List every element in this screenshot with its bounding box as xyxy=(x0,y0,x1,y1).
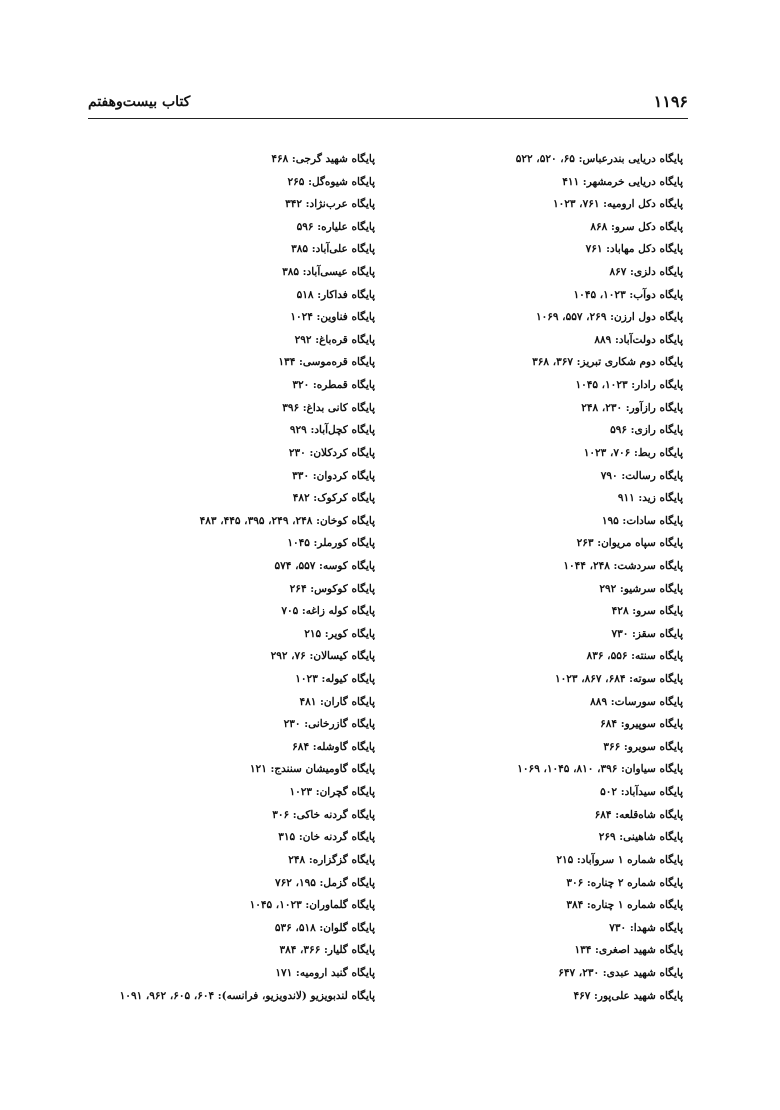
index-entry: پایگاه گلوان: ۵۱۸، ۵۳۶ xyxy=(274,921,375,934)
index-entry: پایگاه ربط: ۷۰۶، ۱۰۲۳ xyxy=(583,446,683,459)
index-entry: پایگاه رازآور: ۲۳۰، ۲۴۸ xyxy=(581,401,683,414)
index-entry: پایگاه علیاره: ۵۹۶ xyxy=(296,220,375,233)
index-entry: پایگاه دوآب: ۱۰۲۳، ۱۰۴۵ xyxy=(573,288,683,301)
index-entry: پایگاه شهدا: ۷۳۰ xyxy=(609,921,683,934)
index-entry: پایگاه علی‌آباد: ۳۸۵ xyxy=(291,243,375,256)
index-entry: پایگاه گزگزاره: ۲۴۸ xyxy=(288,853,375,866)
index-entry: پایگاه گاومیشان سنندج: ۱۲۱ xyxy=(249,763,375,776)
index-entry: پایگاه عیسی‌آباد: ۳۸۵ xyxy=(282,266,375,279)
index-entry: پایگاه شماره ۲ چناره: ۳۰۶ xyxy=(566,876,683,889)
index-entry: پایگاه کچل‌آباد: ۹۲۹ xyxy=(289,424,375,437)
index-column-right xyxy=(418,148,683,1007)
index-entry: پایگاه دکل ارومیه: ۷۶۱، ۱۰۲۳ xyxy=(552,198,683,211)
index-entry: پایگاه سادات: ۱۹۵ xyxy=(601,514,683,527)
index-entry: پایگاه کویر: ۲۱۵ xyxy=(304,627,375,640)
index-entry: پایگاه کانی بداغ: ۳۹۶ xyxy=(282,401,375,414)
index-entry: پایگاه دکل مهاباد: ۷۶۱ xyxy=(585,243,683,256)
index-entry: پایگاه گچران: ۱۰۲۳ xyxy=(289,786,375,799)
index-entry: پایگاه سوپیرو: ۶۸۴ xyxy=(600,718,683,731)
index-entry: پایگاه سپاه مریوان: ۲۶۳ xyxy=(576,537,683,550)
index-entry: پایگاه گازرخانی: ۲۳۰ xyxy=(283,718,375,731)
index-entry: پایگاه رادار: ۱۰۲۳، ۱۰۴۵ xyxy=(575,379,683,392)
index-entry: پایگاه شماره ۱ چناره: ۳۸۴ xyxy=(566,899,683,912)
index-entry: پایگاه کردکلان: ۲۳۰ xyxy=(288,446,375,459)
index-entry: پایگاه کوخان: ۲۴۸، ۲۴۹، ۳۹۵، ۴۴۵، ۴۸۳ xyxy=(199,514,375,527)
index-entry: پایگاه کورملر: ۱۰۴۵ xyxy=(287,537,375,550)
index-entry: پایگاه سویرو: ۳۶۶ xyxy=(603,740,683,753)
index-entry: پایگاه سیدآباد: ۵۰۲ xyxy=(600,786,683,799)
index-entry: پایگاه دریایی خرمشهر: ۴۱۱ xyxy=(562,175,683,188)
index-entry: پایگاه سرو: ۴۲۸ xyxy=(611,605,683,618)
index-entry: پایگاه شهید اصغری: ۱۳۴ xyxy=(574,944,683,957)
index-entry: پایگاه گزمل: ۱۹۵، ۷۶۲ xyxy=(275,876,375,889)
book-title: کتاب بیست‌وهفتم xyxy=(88,94,191,110)
index-entry: پایگاه سنته: ۵۵۶، ۸۳۶ xyxy=(586,650,683,663)
index-entry: پایگاه کرکوک: ۴۸۲ xyxy=(292,492,375,505)
index-entry: پایگاه شهید گرجی: ۴۶۸ xyxy=(271,153,375,165)
index-entry: پایگاه قمطره: ۳۲۰ xyxy=(292,379,375,392)
index-entry: پایگاه زید: ۹۱۱ xyxy=(617,492,683,505)
index-entry: پایگاه کیوله: ۱۰۲۳ xyxy=(295,673,375,686)
index-entry: پایگاه گردنه خاکی: ۳۰۶ xyxy=(272,808,375,821)
index-entry: پایگاه کیسالان: ۷۶، ۲۹۲ xyxy=(270,650,375,663)
index-entry: پایگاه شهید عبدی: ۲۳۰، ۶۴۷ xyxy=(558,966,683,979)
index-entry: پایگاه گاوشله: ۶۸۴ xyxy=(292,740,375,753)
index-entry: پایگاه گاران: ۴۸۱ xyxy=(299,695,375,708)
index-entry: پایگاه دول ارزن: ۲۶۹، ۵۵۷، ۱۰۶۹ xyxy=(535,311,683,324)
index-entry: پایگاه سرشیو: ۲۹۲ xyxy=(599,582,683,595)
index-entry: پایگاه کردوان: ۳۳۰ xyxy=(292,469,375,482)
index-entry: پایگاه دوم شکاری تبریز: ۳۶۷، ۳۶۸ xyxy=(532,356,683,369)
index-entry: پایگاه شاه‌قلعه: ۶۸۴ xyxy=(594,808,683,821)
index-entry: پایگاه شیوه‌گل: ۲۶۵ xyxy=(287,175,375,188)
index-entry: پایگاه سوته: ۶۸۴، ۸۶۷، ۱۰۲۳ xyxy=(554,673,683,686)
index-entry: پایگاه گلیار: ۳۶۶، ۳۸۴ xyxy=(279,944,375,957)
index-entry: پایگاه قره‌موسی: ۱۳۴ xyxy=(278,356,375,369)
index-entry: پایگاه شهید علی‌پور: ۴۶۷ xyxy=(573,989,683,1002)
index-entry: پایگاه دریایی بندرعباس: ۶۵، ۵۲۰، ۵۲۲ xyxy=(515,153,683,165)
index-entry: پایگاه فناوین: ۱۰۲۴ xyxy=(290,311,375,324)
index-entry: پایگاه فداکار: ۵۱۸ xyxy=(296,288,375,301)
index-entry: پایگاه کوسه: ۵۵۷، ۵۷۴ xyxy=(274,559,375,572)
index-entry: پایگاه دولت‌آباد: ۸۸۹ xyxy=(594,333,683,346)
index-entry: پایگاه رازی: ۵۹۶ xyxy=(610,424,683,437)
index-entry: پایگاه قره‌باغ: ۲۹۲ xyxy=(294,333,375,346)
index-entry: پایگاه شاهینی: ۲۶۹ xyxy=(598,831,683,844)
index-entry: پایگاه کوکوس: ۲۶۴ xyxy=(289,582,375,595)
index-entry: پایگاه لندبویزیو (لاندویزیو، فرانسه): ۶۰۴، ۶۰۵، ۹۶۲، ۱۰۹۱ xyxy=(119,989,375,1002)
index-entry: پایگاه سردشت: ۲۴۸، ۱۰۴۴ xyxy=(563,559,683,572)
index-entry: پایگاه دلزی: ۸۶۷ xyxy=(609,266,683,279)
index-entry: پایگاه سیاوان: ۳۹۶، ۸۱۰، ۱۰۴۵، ۱۰۶۹ xyxy=(517,763,683,776)
index-entry: پایگاه رسالت: ۷۹۰ xyxy=(600,469,683,482)
index-entry: پایگاه سقز: ۷۳۰ xyxy=(611,627,683,640)
page-number: ۱۱۹۶ xyxy=(653,92,688,111)
index-entry: پایگاه کوله زاغه: ۷۰۵ xyxy=(281,605,375,618)
index-entry: پایگاه عرب‌نژاد: ۳۴۲ xyxy=(285,198,375,211)
index-entry: پایگاه گنبد ارومیه: ۱۷۱ xyxy=(275,966,375,979)
index-entry: پایگاه دکل سرو: ۸۶۸ xyxy=(590,220,683,233)
index-entry: پایگاه گلماوران: ۱۰۲۳، ۱۰۴۵ xyxy=(249,899,375,912)
page-header xyxy=(88,90,688,119)
index-entry: پایگاه سورسات: ۸۸۹ xyxy=(590,695,683,708)
index-column-left xyxy=(85,148,375,1007)
index-entry: پایگاه شماره ۱ سروآباد: ۲۱۵ xyxy=(556,853,683,866)
index-entry: پایگاه گردنه خان: ۳۱۵ xyxy=(278,831,375,844)
